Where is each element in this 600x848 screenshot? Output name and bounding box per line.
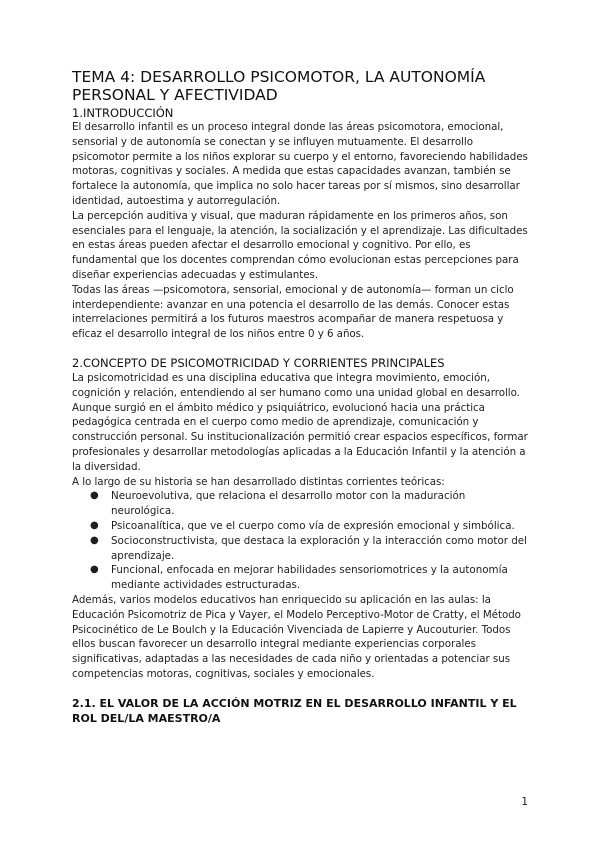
document-page (72, 68, 532, 726)
bullet-icon: ● (90, 534, 99, 546)
section-2-intro: La psicomotricidad es una disciplina educativa que integra movimiento, emoción, cognición y relación, entendiendo al ser humano como una unidad global en desarrollo. Aunque surgió en el ámbito médico y psiquiátrico, evolucionó hacia una práctica pedagógica centrada en el cuerpo como medio de aprendizaje, comunicación y construcción personal. Su institucionalización permitió crear espacios específicos, formar profesionales y desarrollar metodologías aplicadas a la Educación Infantil y la atención a la diversidad. (72, 371, 528, 473)
subsection-heading: 2.1. EL VALOR DE LA ACCIÓN MOTRIZ EN EL DESARROLLO INFANTIL Y EL ROL DEL/LA MAESTRO/A (72, 696, 517, 725)
bullet-icon: ● (90, 519, 99, 531)
section-1-paragraph-1: El desarrollo infantil es un proceso integral donde las áreas psicomotora, emocional, sensorial y de autonomía se conectan y se influyen mutuamente. El desarrollo psicomotor permite a los niños explorar su cuerpo y el entorno, favoreciendo habilidades motoras, cognitivas y sociales. A medida que estas capacidades avanzan, también se fortalece la autonomía, que implica no solo hacer tareas por sí mismos, sino desarrollar identidad, autoestima y autorregulación. (72, 121, 528, 207)
document-title: TEMA 4: DESARROLLO PSICOMOTOR, LA AUTONOMÍA PERSONAL Y AFECTIVIDAD (72, 68, 486, 104)
bullet-icon: ● (90, 490, 99, 502)
page-number: 1 (521, 796, 528, 808)
section-2-lead: A lo largo de su historia se han desarrollado distintas corrientes teóricas: (72, 475, 445, 488)
list-item: ● Psicoanalítica, que ve el cuerpo como vía de expresión emocional y simbólica. (90, 519, 515, 532)
section-2-closing: Además, varios modelos educativos han enriquecido su aplicación en las aulas: la Educación Psicomotriz de Pica y Vayer, el Modelo Perceptivo-Motor de Cratty, el Método Psicocinético de Le Boulch y la Educación Vivenciada de Lapierre y Aucouturier. Todos ellos buscan favorecer un desarrollo integral mediante experiencias corporales significativas, adaptadas a las necesidades de cada niño y orientadas a potenciar sus competencias motoras, cognitivas, sociales y emocionales. (72, 593, 521, 680)
list-item: ● Socioconstructivista, que destaca la exploración y la interacción como motor del aprendizaje. (90, 534, 527, 562)
section-1-paragraph-3: Todas las áreas —psicomotora, sensorial, emocional y de autonomía— forman un ciclo interdependiente: avanzar en una potencia el desarrollo de las demás. Conocer estas interrelaciones permitirá a los futuros maestros acompañar de manera respetuosa y eficaz el desarrollo integral de los niños entre 0 y 6 años. (72, 283, 514, 341)
section-2-heading: 2.CONCEPTO DE PSICOMOTRICIDAD Y CORRIENTES PRINCIPALES (72, 355, 445, 370)
section-1-heading: 1.INTRODUCCIÓN (72, 106, 174, 120)
bullet-icon: ● (90, 564, 99, 576)
currents-list (72, 489, 532, 593)
section-1-paragraph-2: La percepción auditiva y visual, que maduran rápidamente en los primeros años, son esenciales para el lenguaje, la atención, la socialización y el aprendizaje. Las dificultades en estas áreas pueden afectar el desarrollo emocional y cognitivo. Por ello, es fundamental que los docentes comprendan cómo evolucionan estas percepciones para diseñar experiencias adecuadas y estimulantes. (72, 209, 528, 281)
list-item: ● Neuroevolutiva, que relaciona el desarrollo motor con la maduración neurológica. (90, 490, 466, 518)
list-item: ● Funcional, enfocada en mejorar habilidades sensoriomotrices y la autonomía mediante actividades estructuradas. (90, 564, 508, 592)
